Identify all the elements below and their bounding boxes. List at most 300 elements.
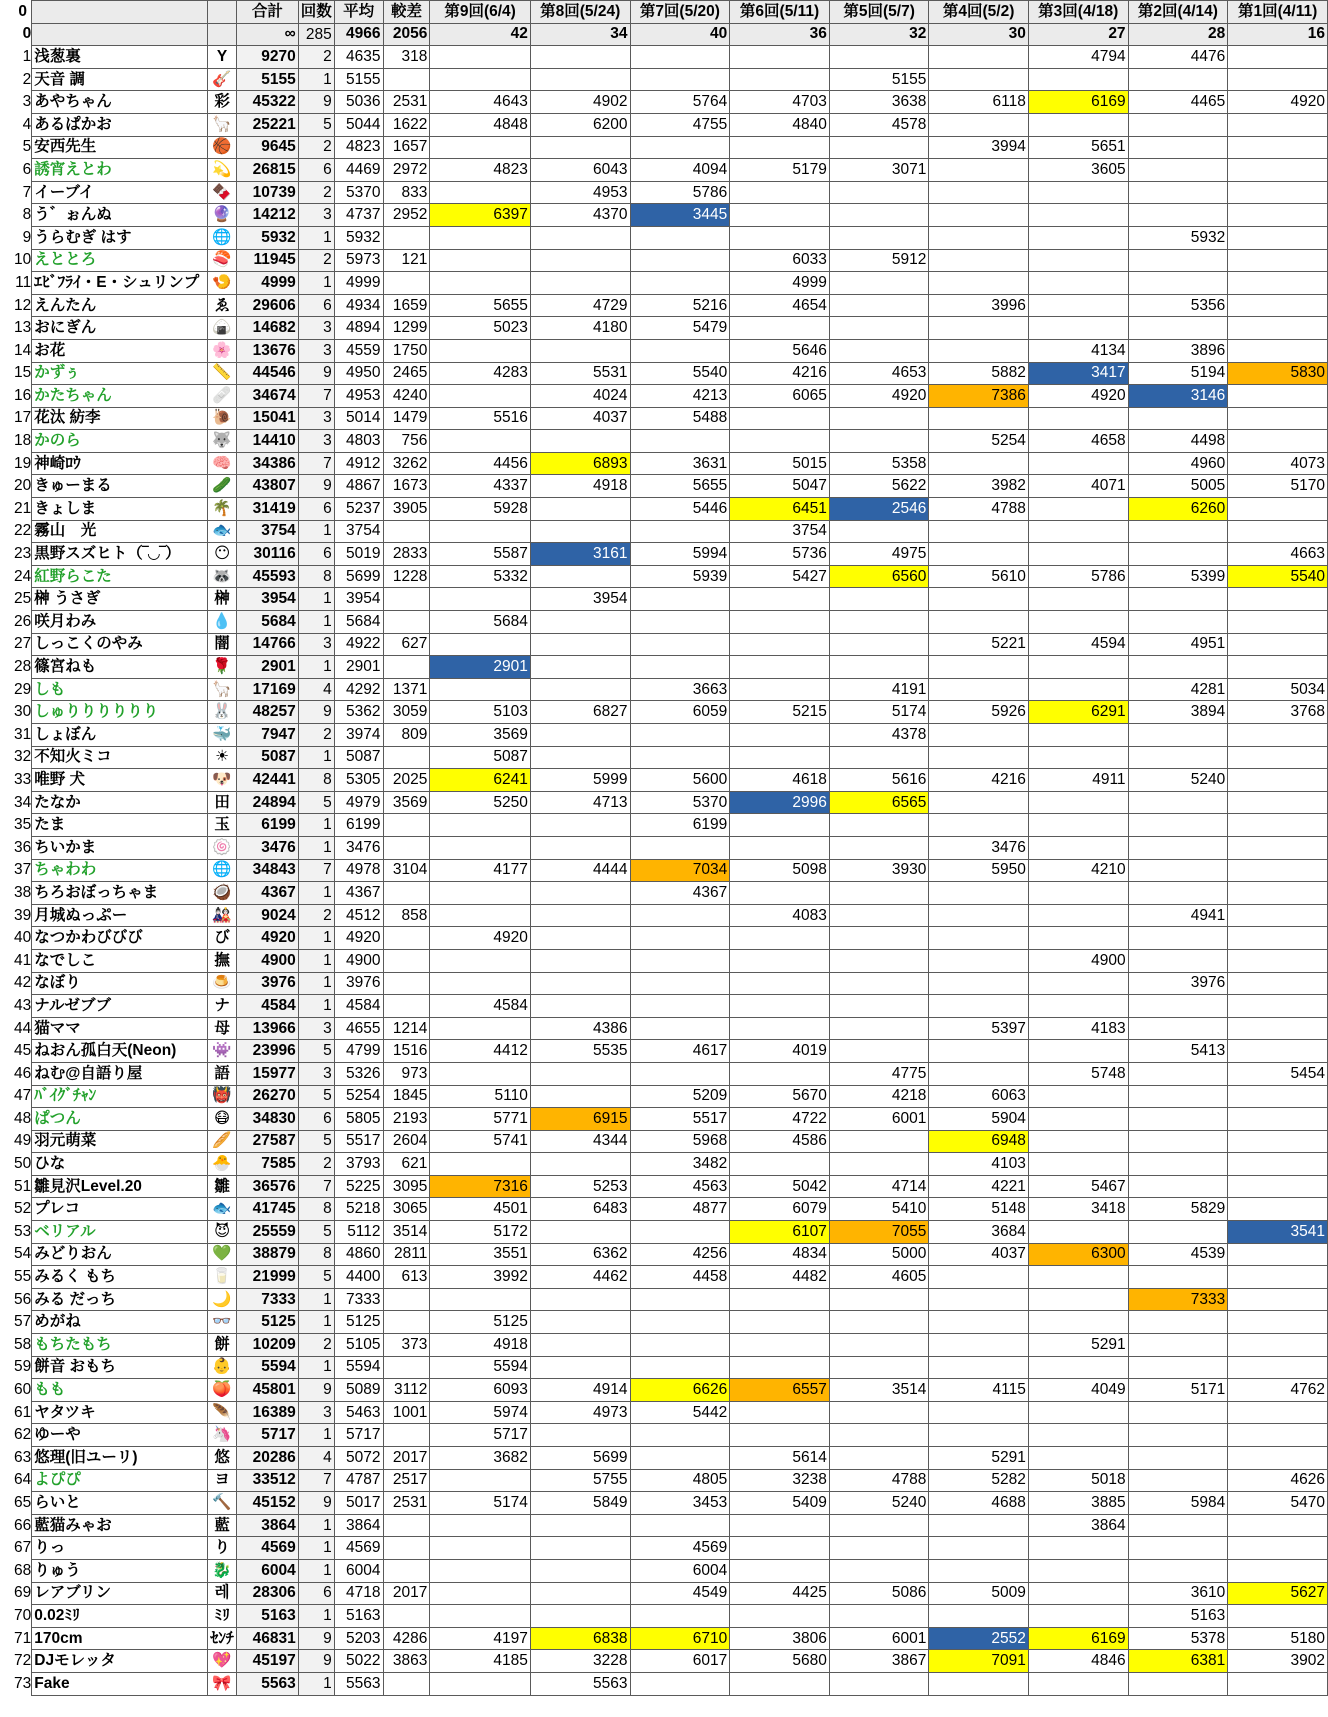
play-count[interactable]: 2 bbox=[298, 1153, 334, 1176]
play-count[interactable]: 3 bbox=[298, 317, 334, 340]
row-index[interactable]: 33 bbox=[14, 770, 32, 788]
round-5-score[interactable]: 5358 bbox=[829, 452, 929, 475]
row-index[interactable]: 15 bbox=[14, 364, 32, 382]
player-icon[interactable]: 💖 bbox=[208, 1650, 237, 1673]
round-9-score[interactable]: 5087 bbox=[430, 746, 530, 769]
round-6-score[interactable] bbox=[730, 1514, 830, 1537]
round-1-score[interactable]: 5830 bbox=[1228, 362, 1328, 385]
player-icon[interactable]: 🐶 bbox=[208, 769, 237, 792]
round-5-score[interactable]: 5410 bbox=[829, 1198, 929, 1221]
round-9-score[interactable] bbox=[430, 972, 530, 995]
row-index[interactable]: 66 bbox=[14, 1516, 32, 1534]
row-index[interactable]: 32 bbox=[14, 748, 32, 766]
play-count[interactable]: 6 bbox=[298, 1108, 334, 1131]
score-diff[interactable]: 1622 bbox=[383, 113, 430, 136]
score-diff[interactable]: 1845 bbox=[383, 1085, 430, 1108]
row-index[interactable]: 38 bbox=[14, 883, 32, 901]
player-icon[interactable]: 🌹 bbox=[208, 656, 237, 679]
header-round-5[interactable]: 第5回(5/7) bbox=[829, 1, 929, 24]
score-diff[interactable] bbox=[383, 611, 430, 634]
total-score[interactable]: 14766 bbox=[237, 633, 299, 656]
player-name[interactable]: らいと bbox=[32, 1492, 208, 1515]
row-index[interactable]: 23 bbox=[14, 545, 32, 563]
play-count[interactable]: 1 bbox=[298, 1356, 334, 1379]
round-3-score[interactable] bbox=[1028, 611, 1128, 634]
round-1-score[interactable] bbox=[1228, 1198, 1328, 1221]
round-3-score[interactable]: 4794 bbox=[1028, 46, 1128, 69]
player-name[interactable]: ベリアル bbox=[32, 1221, 208, 1244]
player-icon[interactable]: 👹 bbox=[208, 1085, 237, 1108]
player-icon[interactable]: び bbox=[208, 927, 237, 950]
average-score[interactable]: 4803 bbox=[334, 430, 383, 453]
round-4-score[interactable] bbox=[929, 791, 1029, 814]
player-name[interactable]: たま bbox=[32, 814, 208, 837]
row-index[interactable]: 31 bbox=[14, 725, 32, 743]
round-9-score[interactable] bbox=[430, 1469, 530, 1492]
player-name[interactable]: 咲月わみ bbox=[32, 611, 208, 634]
round-1-score[interactable] bbox=[1228, 995, 1328, 1018]
player-icon[interactable]: 🐟 bbox=[208, 520, 237, 543]
round-2-score[interactable]: 5240 bbox=[1128, 769, 1228, 792]
total-score[interactable]: 27587 bbox=[237, 1130, 299, 1153]
round-1-score[interactable]: 4073 bbox=[1228, 452, 1328, 475]
round-8-score[interactable] bbox=[530, 249, 630, 272]
score-diff[interactable] bbox=[383, 1537, 430, 1560]
summary-average[interactable]: 4966 bbox=[334, 23, 383, 46]
round-5-score[interactable]: 6001 bbox=[829, 1627, 929, 1650]
round-1-score[interactable] bbox=[1228, 1311, 1328, 1334]
round-2-score[interactable]: 3146 bbox=[1128, 385, 1228, 408]
play-count[interactable]: 3 bbox=[298, 1401, 334, 1424]
player-icon[interactable]: ナ bbox=[208, 995, 237, 1018]
round-4-score[interactable] bbox=[929, 407, 1029, 430]
row-index[interactable]: 7 bbox=[22, 183, 32, 201]
summary-round-3[interactable]: 27 bbox=[1028, 23, 1128, 46]
round-3-score[interactable] bbox=[1028, 113, 1128, 136]
round-8-score[interactable] bbox=[530, 1153, 630, 1176]
total-score[interactable]: 5125 bbox=[237, 1311, 299, 1334]
round-9-score[interactable]: 4412 bbox=[430, 1040, 530, 1063]
round-3-score[interactable]: 3417 bbox=[1028, 362, 1128, 385]
round-3-score[interactable]: 4134 bbox=[1028, 339, 1128, 362]
total-score[interactable]: 41745 bbox=[237, 1198, 299, 1221]
play-count[interactable]: 7 bbox=[298, 1175, 334, 1198]
round-3-score[interactable]: 4049 bbox=[1028, 1379, 1128, 1402]
round-2-score[interactable] bbox=[1128, 1108, 1228, 1131]
average-score[interactable]: 4737 bbox=[334, 204, 383, 227]
average-score[interactable]: 5717 bbox=[334, 1424, 383, 1447]
round-4-score[interactable] bbox=[929, 543, 1029, 566]
round-3-score[interactable] bbox=[1028, 656, 1128, 679]
round-6-score[interactable] bbox=[730, 1017, 830, 1040]
round-2-score[interactable] bbox=[1128, 1514, 1228, 1537]
score-diff[interactable] bbox=[383, 995, 430, 1018]
round-3-score[interactable] bbox=[1028, 1605, 1128, 1628]
score-diff[interactable] bbox=[383, 1559, 430, 1582]
round-9-score[interactable] bbox=[430, 1559, 530, 1582]
round-3-score[interactable] bbox=[1028, 791, 1128, 814]
average-score[interactable]: 4559 bbox=[334, 339, 383, 362]
player-name[interactable]: 雛見沢Level.20 bbox=[32, 1175, 208, 1198]
summary-round-5[interactable]: 32 bbox=[829, 23, 929, 46]
round-4-score[interactable]: 6118 bbox=[929, 91, 1029, 114]
total-score[interactable]: 25559 bbox=[237, 1221, 299, 1244]
round-9-score[interactable]: 5125 bbox=[430, 1311, 530, 1334]
round-1-score[interactable]: 5180 bbox=[1228, 1627, 1328, 1650]
total-score[interactable]: 16389 bbox=[237, 1401, 299, 1424]
player-name[interactable]: 唯野 犬 bbox=[32, 769, 208, 792]
total-score[interactable]: 5684 bbox=[237, 611, 299, 634]
round-1-score[interactable] bbox=[1228, 1243, 1328, 1266]
round-5-score[interactable] bbox=[829, 633, 929, 656]
round-9-score[interactable] bbox=[430, 814, 530, 837]
row-index[interactable]: 73 bbox=[14, 1674, 32, 1692]
round-6-score[interactable]: 5680 bbox=[730, 1650, 830, 1673]
round-6-score[interactable]: 4083 bbox=[730, 904, 830, 927]
total-score[interactable]: 11945 bbox=[237, 249, 299, 272]
row-index[interactable]: 37 bbox=[14, 861, 32, 879]
round-5-score[interactable] bbox=[829, 294, 929, 317]
player-icon[interactable]: 彩 bbox=[208, 91, 237, 114]
round-1-score[interactable] bbox=[1228, 588, 1328, 611]
row-index[interactable]: 28 bbox=[14, 658, 32, 676]
player-icon[interactable]: 玉 bbox=[208, 814, 237, 837]
round-6-score[interactable] bbox=[730, 430, 830, 453]
play-count[interactable]: 8 bbox=[298, 1198, 334, 1221]
round-4-score[interactable] bbox=[929, 1605, 1029, 1628]
round-8-score[interactable] bbox=[530, 339, 630, 362]
round-7-score[interactable]: 4877 bbox=[630, 1198, 730, 1221]
round-8-score[interactable] bbox=[530, 1288, 630, 1311]
round-3-score[interactable] bbox=[1028, 904, 1128, 927]
player-name[interactable]: しっこくのやみ bbox=[32, 633, 208, 656]
score-diff[interactable]: 1479 bbox=[383, 407, 430, 430]
average-score[interactable]: 5072 bbox=[334, 1447, 383, 1470]
round-5-score[interactable] bbox=[829, 407, 929, 430]
round-2-score[interactable] bbox=[1128, 791, 1228, 814]
round-2-score[interactable] bbox=[1128, 1334, 1228, 1357]
round-5-score[interactable]: 3514 bbox=[829, 1379, 929, 1402]
round-3-score[interactable]: 4071 bbox=[1028, 475, 1128, 498]
player-icon[interactable]: 榊 bbox=[208, 588, 237, 611]
player-name[interactable]: ねおん孤白天(Neon) bbox=[32, 1040, 208, 1063]
round-8-score[interactable] bbox=[530, 678, 630, 701]
round-5-score[interactable]: 5240 bbox=[829, 1492, 929, 1515]
player-icon[interactable]: 👶 bbox=[208, 1356, 237, 1379]
score-diff[interactable]: 1657 bbox=[383, 136, 430, 159]
round-5-score[interactable] bbox=[829, 1311, 929, 1334]
round-9-score[interactable] bbox=[430, 1672, 530, 1695]
round-8-score[interactable] bbox=[530, 1311, 630, 1334]
player-icon[interactable]: 🍙 bbox=[208, 317, 237, 340]
score-diff[interactable]: 2531 bbox=[383, 91, 430, 114]
average-score[interactable]: 5305 bbox=[334, 769, 383, 792]
average-score[interactable]: 5973 bbox=[334, 249, 383, 272]
play-count[interactable]: 1 bbox=[298, 588, 334, 611]
player-name[interactable]: 花汰 紡李 bbox=[32, 407, 208, 430]
round-5-score[interactable] bbox=[829, 430, 929, 453]
player-name[interactable]: 羽元萌菜 bbox=[32, 1130, 208, 1153]
round-1-score[interactable] bbox=[1228, 226, 1328, 249]
player-icon[interactable]: 🔮 bbox=[208, 204, 237, 227]
round-9-score[interactable] bbox=[430, 1582, 530, 1605]
player-name[interactable]: もちたもち bbox=[32, 1334, 208, 1357]
round-3-score[interactable] bbox=[1028, 972, 1128, 995]
play-count[interactable]: 9 bbox=[298, 91, 334, 114]
player-icon[interactable]: 🌴 bbox=[208, 498, 237, 521]
row-index[interactable]: 48 bbox=[14, 1109, 32, 1127]
row-index[interactable]: 18 bbox=[14, 432, 32, 450]
round-4-score[interactable] bbox=[929, 656, 1029, 679]
player-name[interactable]: 天音 調 bbox=[32, 68, 208, 91]
average-score[interactable]: 5163 bbox=[334, 1605, 383, 1628]
score-diff[interactable]: 809 bbox=[383, 724, 430, 747]
total-score[interactable]: 45197 bbox=[237, 1650, 299, 1673]
round-6-score[interactable]: 5614 bbox=[730, 1447, 830, 1470]
play-count[interactable]: 9 bbox=[298, 1379, 334, 1402]
round-7-score[interactable] bbox=[630, 904, 730, 927]
round-2-score[interactable] bbox=[1128, 407, 1228, 430]
player-icon[interactable]: 🥖 bbox=[208, 1130, 237, 1153]
round-4-score[interactable] bbox=[929, 1424, 1029, 1447]
play-count[interactable]: 9 bbox=[298, 362, 334, 385]
total-score[interactable]: 20286 bbox=[237, 1447, 299, 1470]
row-index[interactable]: 54 bbox=[14, 1245, 32, 1263]
play-count[interactable]: 1 bbox=[298, 927, 334, 950]
row-index[interactable]: 16 bbox=[14, 386, 32, 404]
round-1-score[interactable] bbox=[1228, 46, 1328, 69]
total-score[interactable]: 2901 bbox=[237, 656, 299, 679]
play-count[interactable]: 4 bbox=[298, 1447, 334, 1470]
round-3-score[interactable] bbox=[1028, 588, 1128, 611]
play-count[interactable]: 6 bbox=[298, 294, 334, 317]
round-4-score[interactable] bbox=[929, 339, 1029, 362]
round-8-score[interactable]: 5999 bbox=[530, 769, 630, 792]
round-2-score[interactable]: 4281 bbox=[1128, 678, 1228, 701]
total-score[interactable]: 10209 bbox=[237, 1334, 299, 1357]
round-8-score[interactable] bbox=[530, 1062, 630, 1085]
round-1-score[interactable] bbox=[1228, 724, 1328, 747]
round-3-score[interactable] bbox=[1028, 882, 1128, 905]
player-name[interactable]: しゅりりりりりり bbox=[32, 701, 208, 724]
score-diff[interactable]: 3514 bbox=[383, 1221, 430, 1244]
round-1-score[interactable]: 5470 bbox=[1228, 1492, 1328, 1515]
player-name[interactable]: DJモレッタ bbox=[32, 1650, 208, 1673]
round-6-score[interactable]: 4703 bbox=[730, 91, 830, 114]
round-5-score[interactable] bbox=[829, 995, 929, 1018]
round-6-score[interactable] bbox=[730, 949, 830, 972]
row-index[interactable]: 13 bbox=[14, 319, 32, 337]
round-5-score[interactable] bbox=[829, 1537, 929, 1560]
round-1-score[interactable] bbox=[1228, 181, 1328, 204]
header-round-7[interactable]: 第7回(5/20) bbox=[630, 1, 730, 24]
round-2-score[interactable] bbox=[1128, 1062, 1228, 1085]
player-icon[interactable]: 餅 bbox=[208, 1334, 237, 1357]
round-9-score[interactable]: 5516 bbox=[430, 407, 530, 430]
round-3-score[interactable] bbox=[1028, 1559, 1128, 1582]
player-name[interactable]: 猫ママ bbox=[32, 1017, 208, 1040]
round-6-score[interactable] bbox=[730, 836, 830, 859]
round-3-score[interactable] bbox=[1028, 1153, 1128, 1176]
round-3-score[interactable] bbox=[1028, 1130, 1128, 1153]
round-6-score[interactable] bbox=[730, 927, 830, 950]
round-1-score[interactable] bbox=[1228, 136, 1328, 159]
round-6-score[interactable] bbox=[730, 204, 830, 227]
player-name[interactable]: 安西先生 bbox=[32, 136, 208, 159]
round-2-score[interactable]: 4498 bbox=[1128, 430, 1228, 453]
round-9-score[interactable]: 4848 bbox=[430, 113, 530, 136]
row-index[interactable]: 11 bbox=[15, 273, 32, 291]
round-1-score[interactable] bbox=[1228, 1085, 1328, 1108]
total-score[interactable]: 45152 bbox=[237, 1492, 299, 1515]
round-5-score[interactable]: 4975 bbox=[829, 543, 929, 566]
score-diff[interactable]: 2025 bbox=[383, 769, 430, 792]
score-diff[interactable] bbox=[383, 1514, 430, 1537]
score-diff[interactable] bbox=[383, 1356, 430, 1379]
row-index[interactable]: 61 bbox=[14, 1403, 32, 1421]
round-1-score[interactable] bbox=[1228, 1040, 1328, 1063]
round-3-score[interactable] bbox=[1028, 1672, 1128, 1695]
score-diff[interactable] bbox=[383, 1424, 430, 1447]
round-5-score[interactable] bbox=[829, 1605, 929, 1628]
round-8-score[interactable] bbox=[530, 972, 630, 995]
player-icon[interactable]: 悠 bbox=[208, 1447, 237, 1470]
round-1-score[interactable]: 5540 bbox=[1228, 565, 1328, 588]
round-7-score[interactable] bbox=[630, 1017, 730, 1040]
player-name[interactable]: ひな bbox=[32, 1153, 208, 1176]
round-1-score[interactable] bbox=[1228, 769, 1328, 792]
round-6-score[interactable] bbox=[730, 1559, 830, 1582]
round-2-score[interactable]: 4941 bbox=[1128, 904, 1228, 927]
round-1-score[interactable] bbox=[1228, 836, 1328, 859]
row-index[interactable]: 67 bbox=[14, 1539, 32, 1557]
round-3-score[interactable] bbox=[1028, 836, 1128, 859]
play-count[interactable]: 1 bbox=[298, 1288, 334, 1311]
round-3-score[interactable]: 3418 bbox=[1028, 1198, 1128, 1221]
player-icon[interactable]: 田 bbox=[208, 791, 237, 814]
round-6-score[interactable]: 5015 bbox=[730, 452, 830, 475]
summary-name-cell[interactable] bbox=[32, 23, 208, 46]
round-8-score[interactable] bbox=[530, 1424, 630, 1447]
total-score[interactable]: 13676 bbox=[237, 339, 299, 362]
round-6-score[interactable] bbox=[730, 181, 830, 204]
player-name[interactable]: 悠理(旧ユーリ) bbox=[32, 1447, 208, 1470]
round-2-score[interactable] bbox=[1128, 1311, 1228, 1334]
round-6-score[interactable]: 4840 bbox=[730, 113, 830, 136]
row-index[interactable]: 9 bbox=[22, 228, 32, 246]
round-6-score[interactable] bbox=[730, 46, 830, 69]
average-score[interactable]: 5517 bbox=[334, 1130, 383, 1153]
round-5-score[interactable] bbox=[829, 520, 929, 543]
round-9-score[interactable] bbox=[430, 1514, 530, 1537]
round-5-score[interactable] bbox=[829, 181, 929, 204]
round-2-score[interactable] bbox=[1128, 836, 1228, 859]
play-count[interactable]: 6 bbox=[298, 498, 334, 521]
round-4-score[interactable]: 5221 bbox=[929, 633, 1029, 656]
round-7-score[interactable]: 5209 bbox=[630, 1085, 730, 1108]
round-8-score[interactable] bbox=[530, 836, 630, 859]
round-8-score[interactable] bbox=[530, 882, 630, 905]
header-round-8[interactable]: 第8回(5/24) bbox=[530, 1, 630, 24]
round-4-score[interactable] bbox=[929, 1311, 1029, 1334]
total-score[interactable]: 34674 bbox=[237, 385, 299, 408]
player-name[interactable]: もも bbox=[32, 1379, 208, 1402]
round-2-score[interactable] bbox=[1128, 1153, 1228, 1176]
summary-round-2[interactable]: 28 bbox=[1128, 23, 1228, 46]
round-8-score[interactable]: 6483 bbox=[530, 1198, 630, 1221]
round-2-score[interactable] bbox=[1128, 1017, 1228, 1040]
round-3-score[interactable] bbox=[1028, 724, 1128, 747]
round-8-score[interactable] bbox=[530, 1537, 630, 1560]
round-7-score[interactable] bbox=[630, 1356, 730, 1379]
round-1-score[interactable] bbox=[1228, 791, 1328, 814]
total-score[interactable]: 4584 bbox=[237, 995, 299, 1018]
row-index[interactable]: 42 bbox=[14, 974, 32, 992]
round-5-score[interactable] bbox=[829, 1153, 929, 1176]
round-9-score[interactable]: 3551 bbox=[430, 1243, 530, 1266]
round-5-score[interactable]: 3638 bbox=[829, 91, 929, 114]
round-6-score[interactable] bbox=[730, 1537, 830, 1560]
round-1-score[interactable]: 5034 bbox=[1228, 678, 1328, 701]
average-score[interactable]: 5089 bbox=[334, 1379, 383, 1402]
round-7-score[interactable]: 4367 bbox=[630, 882, 730, 905]
round-4-score[interactable] bbox=[929, 1040, 1029, 1063]
round-6-score[interactable]: 5427 bbox=[730, 565, 830, 588]
round-1-score[interactable] bbox=[1228, 1356, 1328, 1379]
play-count[interactable]: 1 bbox=[298, 520, 334, 543]
average-score[interactable]: 5362 bbox=[334, 701, 383, 724]
round-5-score[interactable]: 7055 bbox=[829, 1221, 929, 1244]
round-7-score[interactable]: 5968 bbox=[630, 1130, 730, 1153]
round-1-score[interactable] bbox=[1228, 633, 1328, 656]
round-7-score[interactable]: 4256 bbox=[630, 1243, 730, 1266]
round-7-score[interactable] bbox=[630, 949, 730, 972]
round-6-score[interactable] bbox=[730, 226, 830, 249]
average-score[interactable]: 3864 bbox=[334, 1514, 383, 1537]
round-6-score[interactable] bbox=[730, 136, 830, 159]
round-8-score[interactable] bbox=[530, 656, 630, 679]
round-8-score[interactable] bbox=[530, 633, 630, 656]
round-9-score[interactable] bbox=[430, 226, 530, 249]
summary-round-4[interactable]: 30 bbox=[929, 23, 1029, 46]
round-7-score[interactable]: 4458 bbox=[630, 1266, 730, 1289]
player-name[interactable]: 黒野スズヒト（‾◡‾） bbox=[32, 543, 208, 566]
round-2-score[interactable]: 6260 bbox=[1128, 498, 1228, 521]
round-1-score[interactable] bbox=[1228, 113, 1328, 136]
header-row-index[interactable]: 0 bbox=[14, 1, 32, 24]
round-2-score[interactable]: 3976 bbox=[1128, 972, 1228, 995]
average-score[interactable]: 4867 bbox=[334, 475, 383, 498]
round-5-score[interactable]: 4714 bbox=[829, 1175, 929, 1198]
summary-total[interactable]: ∞ bbox=[237, 23, 299, 46]
score-diff[interactable]: 756 bbox=[383, 430, 430, 453]
round-3-score[interactable] bbox=[1028, 1221, 1128, 1244]
round-9-score[interactable] bbox=[430, 882, 530, 905]
score-diff[interactable]: 833 bbox=[383, 181, 430, 204]
row-index[interactable]: 72 bbox=[14, 1652, 32, 1670]
round-1-score[interactable] bbox=[1228, 611, 1328, 634]
round-6-score[interactable] bbox=[730, 814, 830, 837]
round-3-score[interactable]: 6300 bbox=[1028, 1243, 1128, 1266]
round-8-score[interactable]: 5699 bbox=[530, 1447, 630, 1470]
round-9-score[interactable] bbox=[430, 272, 530, 295]
player-icon[interactable]: 🪶 bbox=[208, 1401, 237, 1424]
player-name[interactable]: ゆーや bbox=[32, 1424, 208, 1447]
player-name[interactable]: 餅音 おもち bbox=[32, 1356, 208, 1379]
round-6-score[interactable]: 5736 bbox=[730, 543, 830, 566]
average-score[interactable]: 5254 bbox=[334, 1085, 383, 1108]
play-count[interactable]: 1 bbox=[298, 272, 334, 295]
